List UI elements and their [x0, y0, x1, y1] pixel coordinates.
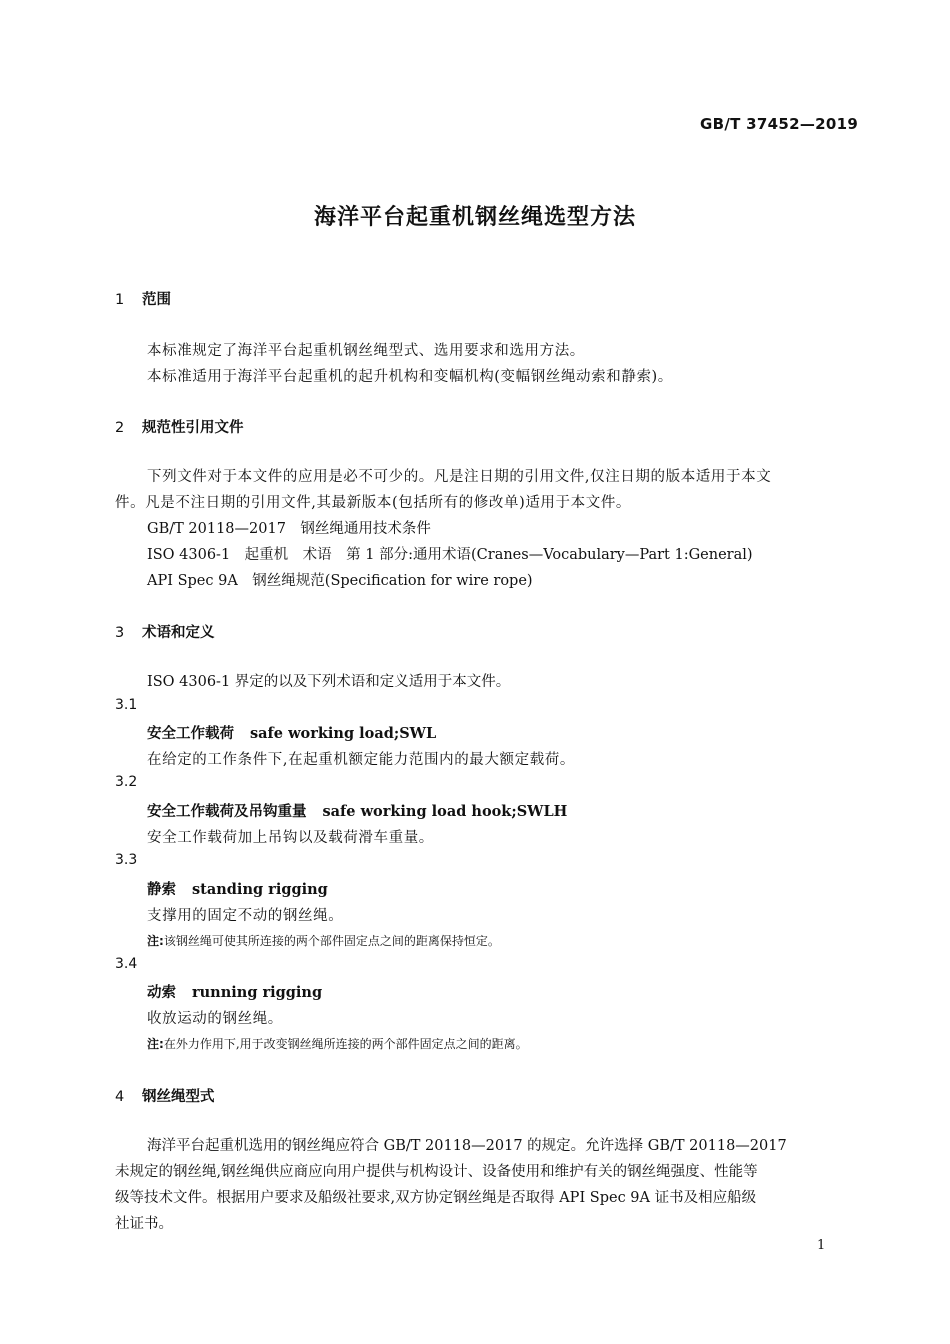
term-zh: 安全工作载荷及吊钩重量 [147, 804, 307, 820]
term-definition: 在给定的工作条件下,在起重机额定能力范围内的最大额定载荷。 [147, 752, 576, 768]
document-code: GB/T 37452—2019 [700, 115, 859, 133]
term-number: 3.2 [115, 774, 138, 790]
term-number: 3.1 [115, 697, 138, 713]
term-heading [147, 722, 436, 743]
term-note [147, 932, 500, 949]
term-definition: 安全工作载荷加上吊钩以及载荷滑车重量。 [147, 830, 434, 846]
section-heading-terms [115, 621, 215, 642]
section-number: 3 [115, 625, 125, 641]
section-title: 钢丝绳型式 [142, 1089, 215, 1105]
note-label: 注: [147, 934, 164, 948]
reference-item: GB/T 20118—2017 钢丝绳通用技术条件 [147, 521, 431, 537]
term-heading [147, 800, 567, 821]
term-zh: 安全工作载荷 [147, 726, 234, 742]
section-title: 规范性引用文件 [142, 420, 244, 436]
page-title: 海洋平台起重机钢丝绳选型方法 [313, 205, 636, 230]
term-zh: 动索 [147, 985, 176, 1001]
term-zh: 静索 [147, 882, 176, 898]
term-note [147, 1035, 528, 1052]
section-heading-scope [115, 288, 171, 309]
paragraph-line: 海洋平台起重机选用的钢丝绳应符合 GB/T 20118—2017 的规定。允许选择 GB/T 20118—2017 [147, 1138, 787, 1154]
note-text: 在外力作用下,用于改变钢丝绳所连接的两个部件固定点之间的距离。 [163, 1037, 528, 1051]
paragraph: 下列文件对于本文件的应用是必不可少的。凡是注日期的引用文件,仅注日期的版本适用于本文 [147, 469, 772, 485]
term-number: 3.3 [115, 852, 138, 868]
term-definition: 支撑用的固定不动的钢丝绳。 [147, 908, 344, 924]
section-heading-rope-type [115, 1085, 215, 1106]
paragraph: ISO 4306-1 界定的以及下列术语和定义适用于本文件。 [147, 674, 511, 690]
term-en: standing rigging [192, 881, 328, 898]
term-en: safe working load hook;SWLH [322, 803, 568, 820]
term-definition: 收放运动的钢丝绳。 [147, 1011, 283, 1027]
note-label: 注: [147, 1037, 164, 1051]
term-heading [147, 878, 328, 899]
section-heading-normative-references [115, 416, 244, 437]
section-title: 术语和定义 [142, 625, 215, 641]
paragraph: 本标准规定了海洋平台起重机钢丝绳型式、选用要求和选用方法。 [147, 343, 585, 359]
section-number: 1 [115, 292, 125, 308]
reference-item: API Spec 9A 钢丝绳规范(Specification for wire rope) [147, 573, 533, 589]
paragraph-line: 级等技术文件。根据用户要求及船级社要求,双方协定钢丝绳是否取得 API Spec 9A 证书及相应船级 [115, 1190, 757, 1206]
paragraph-line: 未规定的钢丝绳,钢丝绳供应商应向用户提供与机构设计、设备使用和维护有关的钢丝绳强度、性能等 [115, 1164, 758, 1180]
page-number: 1 [817, 1238, 826, 1253]
note-text: 该钢丝绳可使其所连接的两个部件固定点之间的距离保持恒定。 [163, 934, 500, 948]
paragraph-line: 社证书。 [115, 1216, 173, 1232]
section-title: 范围 [142, 292, 171, 308]
term-en: safe working load;SWL [250, 725, 437, 742]
reference-item: ISO 4306-1 起重机 术语 第 1 部分:通用术语(Cranes—Vocabulary—Part 1:General) [147, 547, 753, 563]
paragraph: 件。凡是不注日期的引用文件,其最新版本(包括所有的修改单)适用于本文件。 [115, 495, 632, 511]
term-en: running rigging [192, 984, 323, 1001]
term-number: 3.4 [115, 956, 138, 972]
section-number: 2 [115, 420, 125, 436]
paragraph: 本标准适用于海洋平台起重机的起升机构和变幅机构(变幅钢丝绳动索和静索)。 [147, 369, 673, 385]
term-heading [147, 981, 322, 1002]
section-number: 4 [115, 1089, 125, 1105]
